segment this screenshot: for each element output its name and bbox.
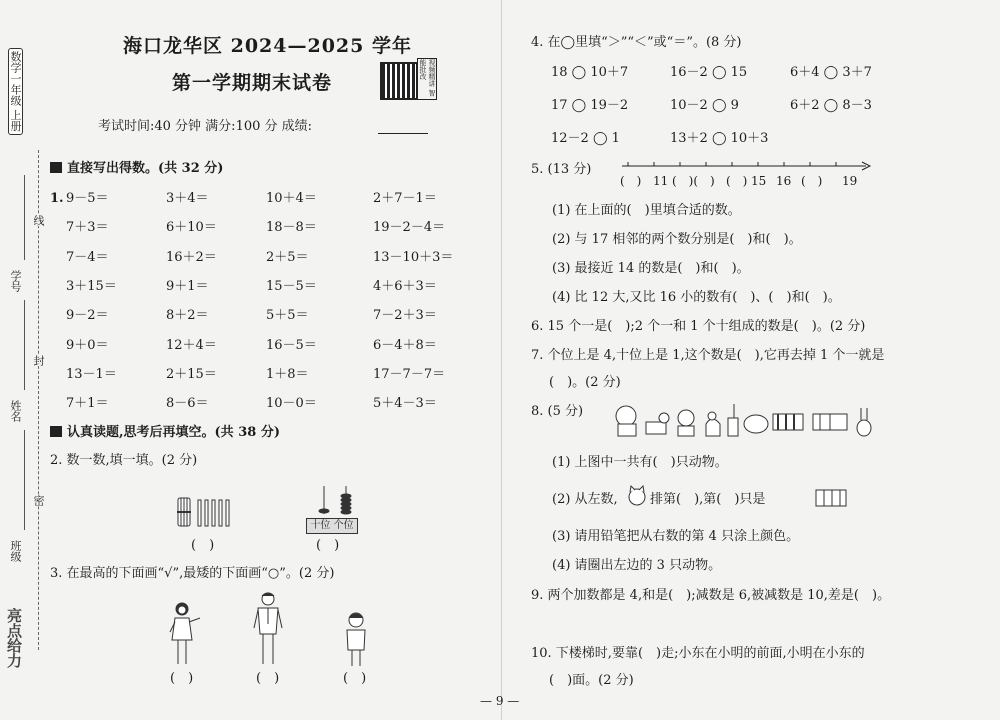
calc-problem[interactable]: 1＋8＝: [266, 367, 309, 382]
calc-problem[interactable]: 13－1＝: [66, 367, 117, 382]
calc-problem[interactable]: 2＋15＝: [166, 367, 217, 382]
calc-problem[interactable]: 19－2－4＝: [373, 220, 446, 235]
seal-char-secret: 密: [32, 495, 45, 506]
answer-field-line[interactable]: [24, 300, 25, 390]
question-9: 9. 两个加数都是 4,和是( );减数是 6,被减数是 10,差是( )。: [531, 588, 891, 603]
numline-label: 16: [776, 174, 792, 188]
man-answer-blank[interactable]: ( ): [256, 671, 280, 686]
girl-figure-icon: [162, 600, 206, 670]
page-divider: [501, 0, 502, 720]
page-number: — 9 —: [480, 694, 520, 708]
calc-problem[interactable]: 4＋6＋3＝: [373, 279, 437, 294]
question-1-number: 1.: [50, 191, 64, 206]
calc-problem[interactable]: 2＋5＝: [266, 250, 309, 265]
calc-problem[interactable]: 6＋10＝: [166, 220, 217, 235]
student-id-label: 学号: [9, 270, 22, 292]
compare-problem[interactable]: 16－2 ◯ 15: [670, 65, 748, 80]
boy-figure-icon: [338, 610, 374, 670]
calc-problem[interactable]: 7＋1＝: [66, 396, 109, 411]
compare-problem[interactable]: 6＋4 ◯ 3＋7: [790, 65, 872, 80]
calc-problem[interactable]: 15－5＝: [266, 279, 317, 294]
question-4: 4. 在◯里填“＞”“＜”或“＝”。(8 分): [531, 35, 742, 50]
score-field[interactable]: [378, 133, 428, 134]
question-10-line2: ( )面。(2 分): [549, 673, 634, 688]
calc-problem[interactable]: 16＋2＝: [166, 250, 217, 265]
numline-label[interactable]: ( ): [620, 174, 642, 188]
qr-label: 视频精讲 智能批改: [417, 58, 437, 100]
calc-problem[interactable]: 7－2＋3＝: [373, 308, 437, 323]
calc-problem[interactable]: 10－0＝: [266, 396, 317, 411]
calc-problem[interactable]: 7－4＝: [66, 250, 109, 265]
calc-problem[interactable]: 10＋4＝: [266, 191, 317, 206]
animals-row-icon: [608, 400, 878, 440]
answer-field-line[interactable]: [24, 175, 25, 260]
calc-problem[interactable]: 7＋3＝: [66, 220, 109, 235]
numline-label[interactable]: ( ): [726, 174, 748, 188]
calc-problem[interactable]: 13－10＋3＝: [373, 250, 454, 265]
compare-problem[interactable]: 17 ◯ 19－2: [551, 98, 629, 113]
compare-problem[interactable]: 6＋2 ◯ 8－3: [790, 98, 872, 113]
compare-problem[interactable]: 10－2 ◯ 9: [670, 98, 739, 113]
question-5-part-4: (4) 比 12 大,又比 16 小的数有( )、( )和( )。: [552, 290, 841, 305]
qr-code-icon[interactable]: [380, 62, 418, 100]
question-7-line2: ( )。(2 分): [549, 375, 621, 390]
numline-label: 19: [842, 174, 858, 188]
calc-problem[interactable]: 12＋4＝: [166, 338, 217, 353]
section-marker-icon: [50, 426, 62, 437]
answer-field-line[interactable]: [24, 430, 25, 530]
grade-badge: 数学一年级 上册: [8, 48, 23, 135]
question-8-part-4: (4) 请圈出左边的 3 只动物。: [552, 558, 722, 573]
calc-problem[interactable]: 8－6＝: [166, 396, 209, 411]
section-marker-icon: [50, 162, 62, 173]
numline-label[interactable]: ( )( ): [672, 174, 715, 188]
section-1-heading: 直接写出得数。(共 32 分): [50, 162, 223, 175]
exam-title-line1: 海口龙华区 2024—2025 学年: [123, 35, 412, 57]
question-8-part-3: (3) 请用铅笔把从右数的第 4 只涂上颜色。: [552, 529, 800, 544]
sticks-answer-blank[interactable]: ( ): [191, 538, 215, 553]
question-5-part-1: (1) 在上面的( )里填合适的数。: [552, 203, 741, 218]
calc-problem[interactable]: 3＋15＝: [66, 279, 117, 294]
question-8-part-1: (1) 上图中一共有( )只动物。: [552, 455, 728, 470]
man-figure-icon: [246, 590, 290, 670]
calc-problem[interactable]: 8＋2＝: [166, 308, 209, 323]
compare-problem[interactable]: 12－2 ◯ 1: [551, 131, 620, 146]
calc-problem[interactable]: 9－5＝: [66, 191, 109, 206]
calc-problem[interactable]: 9－2＝: [66, 308, 109, 323]
numline-label[interactable]: ( ): [801, 174, 823, 188]
calc-problem[interactable]: 2＋7－1＝: [373, 191, 437, 206]
compare-problem[interactable]: 18 ◯ 10＋7: [551, 65, 629, 80]
question-2: 2. 数一数,填一填。(2 分): [50, 453, 198, 468]
calc-problem[interactable]: 9＋1＝: [166, 279, 209, 294]
question-8-heading: 8. (5 分): [531, 404, 584, 419]
calc-problem[interactable]: 16－5＝: [266, 338, 317, 353]
name-label: 姓名: [9, 400, 22, 422]
calc-problem[interactable]: 3＋4＝: [166, 191, 209, 206]
brand-logo: 亮点给力: [5, 608, 23, 668]
girl-answer-blank[interactable]: ( ): [170, 671, 194, 686]
compare-problem[interactable]: 13＋2 ◯ 10＋3: [670, 131, 769, 146]
question-8-part-2b: 排第( ),第( )只是: [650, 492, 766, 507]
tiger-icon: [812, 480, 850, 514]
question-7-line1: 7. 个位上是 4,十位上是 1,这个数是( ),它再去掉 1 个一就是: [531, 348, 885, 363]
question-5-heading: 5. (13 分): [531, 162, 592, 177]
section-2-heading: 认真读题,思考后再填空。(共 38 分): [50, 426, 280, 439]
numline-label: 11: [653, 174, 669, 188]
calc-problem[interactable]: 6－4＋8＝: [373, 338, 437, 353]
seal-char-seal: 封: [32, 355, 45, 366]
calc-problem[interactable]: 18－8＝: [266, 220, 317, 235]
exam-info: 考试时间:40 分钟 满分:100 分 成绩:: [98, 119, 313, 134]
boy-answer-blank[interactable]: ( ): [343, 671, 367, 686]
abacus-place-label: 十位 个位: [306, 518, 358, 534]
question-5-part-2: (2) 与 17 相邻的两个数分别是( )和( )。: [552, 232, 802, 247]
calc-problem[interactable]: 17－7－7＝: [373, 367, 446, 382]
calc-problem[interactable]: 5＋5＝: [266, 308, 309, 323]
abacus-answer-blank[interactable]: ( ): [316, 538, 340, 553]
exam-title-line2: 第一学期期末试卷: [172, 72, 333, 94]
counting-sticks-icon: [176, 494, 240, 530]
class-label: 班级: [9, 540, 22, 562]
question-3: 3. 在最高的下面画“√”,最矮的下面画“○”。(2 分): [50, 566, 335, 581]
question-5-part-3: (3) 最接近 14 的数是( )和( )。: [552, 261, 750, 276]
calc-problem[interactable]: 9＋0＝: [66, 338, 109, 353]
question-6: 6. 15 个一是( );2 个一和 1 个十组成的数是( )。(2 分): [531, 319, 866, 334]
calc-problem[interactable]: 5＋4－3＝: [373, 396, 437, 411]
seal-char-line: 线: [32, 215, 45, 226]
question-10-line1: 10. 下楼梯时,要靠( )走;小东在小明的前面,小明在小东的: [531, 646, 865, 661]
numline-label: 15: [751, 174, 767, 188]
binding-margin: [0, 0, 32, 720]
question-8-part-2a: (2) 从左数,: [552, 492, 618, 507]
cat-icon: [625, 484, 649, 508]
